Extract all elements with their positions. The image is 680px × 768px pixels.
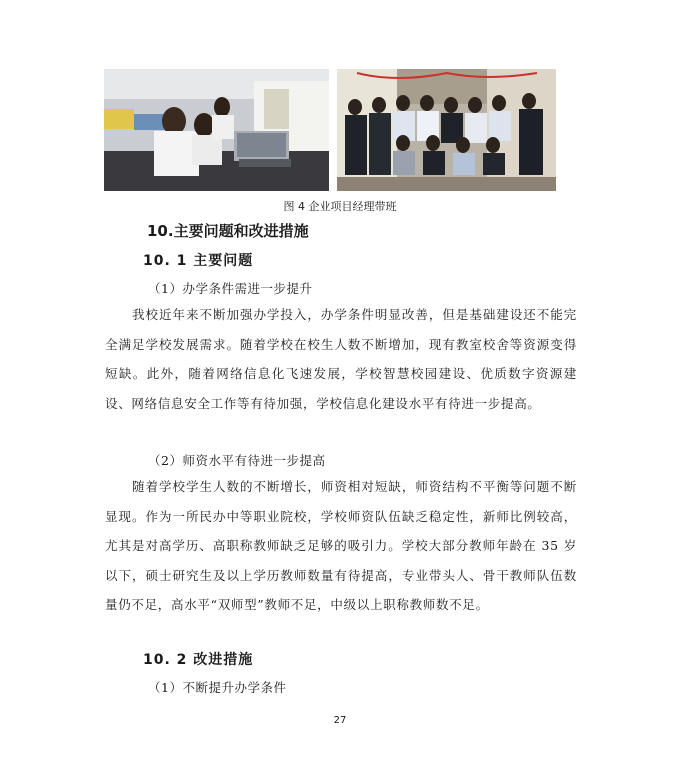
- measure-item-1-title: （1）不断提升办学条件: [148, 680, 287, 695]
- figure-caption: 图 4 企业项目经理带班: [283, 200, 397, 213]
- problem-item-1-paragraph: 我校近年来不断加强办学投入，办学条件明显改善，但是基础建设还不能完全满足学校发展需求。随着学校在校生人数不断增加，现有教室校舍等资源变得短缺。此外，随着网络信息化飞速发展，学校智慧校园建设、优质数字资源建设、网络信息安全工作等有待加强，学校信息化建设水平有待进一步提高。: [105, 307, 577, 411]
- problem-item-2-paragraph: 随着学校学生人数的不断增长，师资相对短缺，师资结构不平衡等问题不断显现。作为一所民办中等职业院校，学校师资队伍缺乏稳定性，新师比例较高，尤其是对高学历、高职称教师缺乏足够的吸引力。学校大部分教师年龄在 35 岁以下，硕士研究生及以上学历教师数量有待提高，专业带头人、骨干教师队伍数量仍不足，高水平“双师型”教师不足，中级以上职称教师数不足。: [105, 479, 577, 612]
- classroom-photo-graphic: [104, 69, 329, 191]
- section-heading: 10.主要问题和改进措施: [147, 222, 309, 240]
- classroom-photo: [104, 69, 329, 191]
- group-photo-graphic: [337, 69, 556, 191]
- group-photo: [337, 69, 556, 191]
- page-number: 27: [333, 715, 347, 726]
- problems-subheading: 10. 1 主要问题: [143, 253, 254, 269]
- measures-subheading: 10. 2 改进措施: [143, 652, 254, 668]
- problem-item-2-title: （2）师资水平有待进一步提高: [148, 453, 326, 468]
- problem-item-1-title: （1）办学条件需进一步提升: [148, 281, 313, 296]
